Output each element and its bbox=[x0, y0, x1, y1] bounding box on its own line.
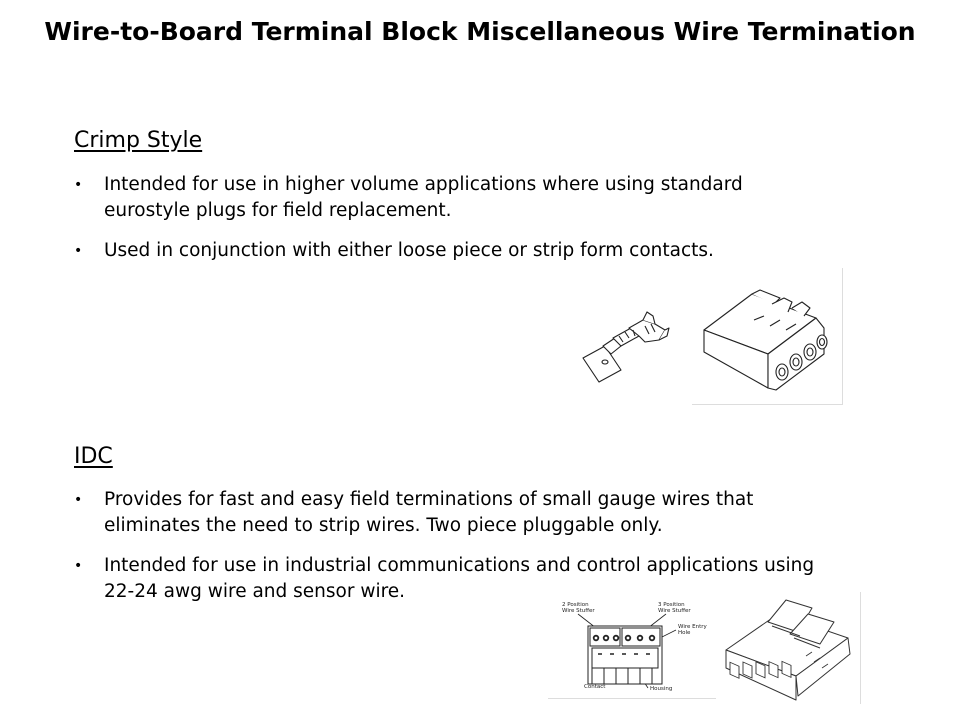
label-line: Wire Stuffer bbox=[658, 608, 691, 614]
bullet-item bbox=[74, 172, 944, 224]
crimp-housing-image bbox=[692, 268, 843, 405]
bullet-text: Used in conjunction with either loose piece or strip form contacts. bbox=[104, 240, 714, 261]
label-line: Hole bbox=[678, 630, 691, 636]
bullet-marker: • bbox=[74, 243, 83, 259]
bullet-text: Provides for fast and easy field terminations of small gauge wires that eliminates the need to strip wires. Two piece pluggable only. bbox=[104, 489, 754, 536]
bullet-item bbox=[74, 487, 944, 539]
bullet-text: Intended for use in industrial communications and control applications using 22-24 awg wire and sensor wire. bbox=[104, 555, 815, 602]
label-housing: Housing bbox=[650, 686, 673, 692]
bullet-item bbox=[74, 238, 944, 264]
bullet-marker: • bbox=[74, 558, 83, 574]
label-2-position-stuffer bbox=[562, 602, 595, 614]
label-line: 3 Position bbox=[658, 602, 685, 608]
label-line: Wire Entry bbox=[678, 624, 707, 630]
bullet-marker: • bbox=[74, 177, 83, 193]
idc-diagram-image bbox=[548, 598, 720, 699]
label-wire-entry-hole bbox=[678, 624, 709, 636]
crimp-contact-image bbox=[575, 310, 675, 385]
idc-connector-image bbox=[716, 592, 861, 704]
label-3-position-stuffer bbox=[658, 602, 691, 614]
label-contact: Contact bbox=[584, 684, 606, 690]
page-title: Wire-to-Board Terminal Block Miscellaneous Wire Termination bbox=[44, 17, 916, 46]
section-heading-idc: IDC bbox=[74, 444, 113, 469]
bullet-marker: • bbox=[74, 492, 83, 508]
label-line: 2 Position bbox=[562, 602, 589, 608]
bullet-text: Intended for use in higher volume applications where using standard eurostyle plugs for field replacement. bbox=[104, 174, 743, 221]
label-line: Wire Stuffer bbox=[562, 608, 595, 614]
section-heading-crimp-style: Crimp Style bbox=[74, 128, 203, 153]
